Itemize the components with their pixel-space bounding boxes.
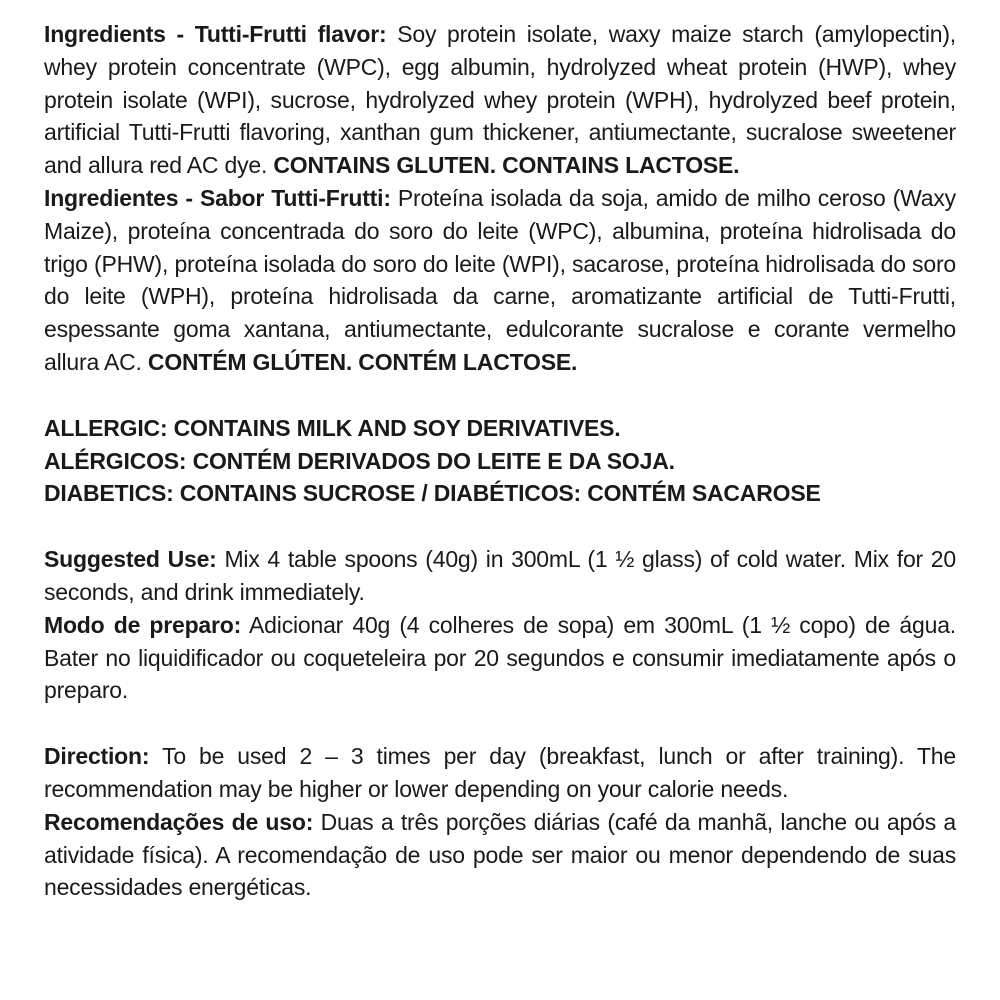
suggested-use-heading: Suggested Use: — [44, 546, 217, 573]
allergen-line-en: ALLERGIC: CONTAINS MILK AND SOY DERIVATIVES. — [44, 414, 621, 441]
modo-preparo-text: Adicionar 40g (4 colheres de sopa) em 300mL (1 ½ copo) de água. Bater no liquidificador ou coqueteleira por 20 segundos e consumir imediatamente após o preparo. — [44, 611, 956, 704]
recomendacoes-paragraph — [44, 806, 956, 904]
diabetics-line: DIABETICS: CONTAINS SUCROSE / DIABÉTICOS: CONTÉM SACAROSE — [44, 480, 821, 507]
direction-heading: Direction: — [44, 743, 150, 770]
modo-preparo-paragraph — [44, 609, 956, 707]
section-spacer — [44, 510, 956, 543]
ingredients-en-paragraph — [44, 18, 956, 182]
direction-text: To be used 2 – 3 times per day (breakfast, lunch or after training). The recommendation may be higher or lower depending on your calorie needs. — [44, 743, 956, 802]
ingredients-pt-warning: CONTÉM GLÚTEN. CONTÉM LACTOSE. — [141, 348, 578, 375]
direction-paragraph — [44, 740, 956, 806]
section-spacer — [44, 707, 956, 740]
ingredients-pt-heading: Ingredientes - Sabor Tutti-Frutti: — [44, 184, 391, 211]
recomendacoes-text: Duas a três porções diárias (café da manhã, lanche ou após a atividade física). A recomendação de uso pode ser maior ou menor dependendo de suas necessidades energéticas. — [44, 808, 956, 901]
ingredients-en-heading: Ingredients - Tutti-Frutti flavor: — [44, 21, 387, 47]
ingredients-pt-text: Proteína isolada da soja, amido de milho ceroso (Waxy Maize), proteína concentrada do soro do leite (WPC), albumina, proteína hidrolisada do trigo (PHW), proteína isolada do soro do leite (WPI), sacarose, proteína hidrolisada do soro do leite (WPH), proteína hidrolisada da carne, aromatizante artificial de Tutti-Frutti, espessante goma xantana, antiumectante, edulcorante sucralose e corante vermelho allura AC. — [44, 184, 956, 375]
ingredients-en-warning: CONTAINS GLUTEN. CONTAINS LACTOSE. — [267, 152, 740, 179]
label-document — [44, 18, 956, 904]
ingredients-pt-paragraph — [44, 182, 956, 379]
allergen-line-pt: ALÉRGICOS: CONTÉM DERIVADOS DO LEITE E DA SOJA. — [44, 447, 675, 474]
suggested-use-paragraph — [44, 543, 956, 609]
ingredients-en-text: Soy protein isolate, waxy maize starch (amylopectin), whey protein concentrate (WPC), egg albumin, hydrolyzed wheat protein (HWP), whey protein isolate (WPI), sucrose, hydrolyzed whey protein (WPH), hydrolyzed beef protein, artificial Tutti-Frutti flavoring, xanthan gum thickener, antiumectante, sucralose sweetener and allura red AC dye. — [44, 21, 956, 179]
recomendacoes-heading: Recomendações de uso: — [44, 808, 314, 835]
modo-preparo-heading: Modo de preparo: — [44, 611, 242, 638]
section-spacer — [44, 379, 956, 412]
suggested-use-text: Mix 4 table spoons (40g) in 300mL (1 ½ glass) of cold water. Mix for 20 seconds, and drink immediately. — [44, 546, 956, 605]
